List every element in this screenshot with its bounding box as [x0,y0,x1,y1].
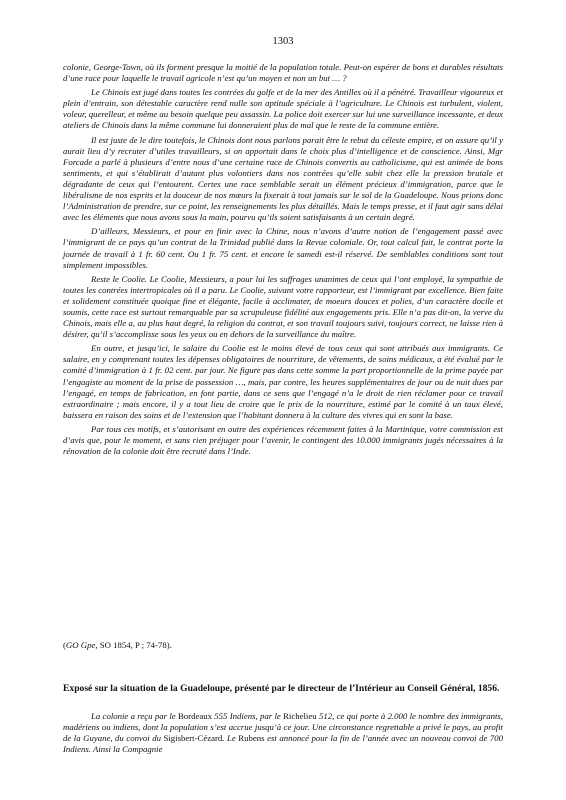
paragraph: Le Chinois est jugé dans toutes les contrées du golfe et de la mer des Antilles où il a pénétré. Travailleur vigoureux et plein d’entrain, son détestable caractère rend nulle son aptitude spéciale à l’agriculture. Le Chinois est turbulent, violent, voleur, querelleur, et même au besoin quelque peu assassin. La police doit exercer sur lui une surveillance incessante, et deux ateliers de Chinois dans la même commune lui donneraient plus de mal que le reste de la commune entière. [63,87,503,131]
paragraph [63,711,503,755]
ship-name: Richelieu [283,711,317,721]
main-text [63,62,503,460]
paragraph: D’ailleurs, Messieurs, et pour en finir avec la Chine, nous n’avons d’autre notion de l’engagement passé avec l’immigrant de ce pays qu’un contrat de la Trinidad publié dans la Revue coloniale. Or, tout calcul fait, le contrat porte la journée de travail à 1 fr. 60 cent. Ou 1 fr. 75 cent. et encore le samedi est-il réservé. De semblables conditions sont tout simplement impossibles. [63,226,503,270]
text-run: est annoncé pour la fin de l’année avec un nouveau convoi de 700 Indiens. Ainsi la Compagnie [63,733,504,755]
text-run: 555 Indiens, par le [211,711,284,721]
text-run: La colonie a reçu par le [91,711,178,721]
text-run: 512, ce qui porte à 2.000 le nombre des immigrants, madériens ou indiens, dont la population s’est accrue jusqu’à ce jour. Une circonstance regrettable a privé le pays, au profit de la Guyane, du convoi du [63,711,503,744]
paragraph: En outre, et jusqu’ici, le salaire du Coolie est le moins élevé de tous ceux qui sont attribués aux immigrants. Ce salaire, en y comprenant toutes les dépenses obligatoires de nourriture, de vêtements, de soins médicaux, a été évalué par le comité d’immigration à 1 fr. 02 cent. par jour. Ne figure pas dans cette somme la part proportionnelle de la prime payée par l’engagiste au moment de la prise de possession …, mais, par contre, les heures supplémentaires de jour ou de nuit dues par l’engagé, en temps de fabrication, en font partie, dans ce sens que l’engagé n’a le droit de rien réclamer pour ce travail extraordinaire ; mais encore, il y a tout lieu de croire que le prix de la nourriture, estimé par le comité à un taux élevé, baissera en raison des soins et de l’extension que l’habitant donnera à la culture des vivres qui en sont la base. [63,343,503,420]
section-heading: Exposé sur la situation de la Guadeloupe, présenté par le directeur de l’Intérieur au Conseil Général, 1856. [63,683,500,694]
citation-details: , SO 1854, P ; 74-78). [95,640,172,650]
paragraph: Il est juste de le dire toutefois, le Chinois dont nous parlons parait être le rebut du céleste empire, et on assure qu’il y aurait lieu d’y recruter d’utiles travailleurs, si on apportait dans le choix plus d’intelligence et de conscience. Ainsi, Mgr Forcade a parlé à plusieurs d’entre nous d’une certaine race de Chinois convertis au catholicisme, qui est animée de bons sentiments, et qui s’établirait d’autant plus volontiers dans nos contrées qu’elle subit chez elle la pression brutale et dégradante de ceux qui l’entourent. Certes une race semblable serait un élément précieux d’immigration, parce que le libéralisme de nos esprits et la douceur de nos mœurs la fixerait à tout jamais sur le sol de la Guadeloupe. Nous prions donc l’Administration de prendre, sur ce point, les renseignements les plus détaillés. Mais le temps presse, et il faut agir sans délai avec les éléments que nous avons sous la main, pourvu qu’ils soient satisfaisants à un certain degré. [63,134,503,223]
paragraph: Par tous ces motifs, et s’autorisant en outre des expériences récemment faites à la Martinique, votre commission est d’avis que, pour le moment, et sans rien préjuger pour l’avenir, le contingent des 10.000 immigrants jugés nécessaires à la rénovation de la colonie doit être recruté dans l’Inde. [63,423,503,457]
source-citation: (GO Gpe, SO 1854, P ; 74-78). [63,640,172,650]
text-run: . Le [222,733,239,744]
ship-name: Bordeaux [177,711,212,721]
paragraph: Reste le Coolie. Le Coolie, Messieurs, a pour lui les suffrages unanimes de ceux qui l’ont employé, la sympathie de toutes les contrées intertropicales où il a paru. Le Coolie, suivant votre rapporteur, est l’immigrant par excellence. Bien faite et solidement constituée quoique fine et élégante, facile à acclimater, de moeurs douces et polies, d’un caractère docile et soumis, cette race est surtout remarquable par sa scrupuleuse fidélité aux engagements pris. Elle n’a pas dit-on, la verve du Chinois, mais elle a, au plus haut degré, la religion du contrat, et son travail toujours suivi, toujours correct, ne laisse rien à désirer, qu’il s’accomplisse sous les yeux ou en dehors de la surveillance du maître. [63,273,503,340]
citation-source: GO Gpe [65,640,96,650]
section-text [63,711,503,758]
ship-name: Rubens [238,733,265,744]
ship-name: Sigisbert-Cézard [163,733,223,744]
paragraph: colonie, George-Town, où ils forment presque la moitié de la population totale. Peut-on espérer de bons et durables résultats d’une race pour laquelle le travail agricole n’est qu’un moyen et non un but … ? [63,62,503,84]
page-number: 1303 [272,36,294,47]
